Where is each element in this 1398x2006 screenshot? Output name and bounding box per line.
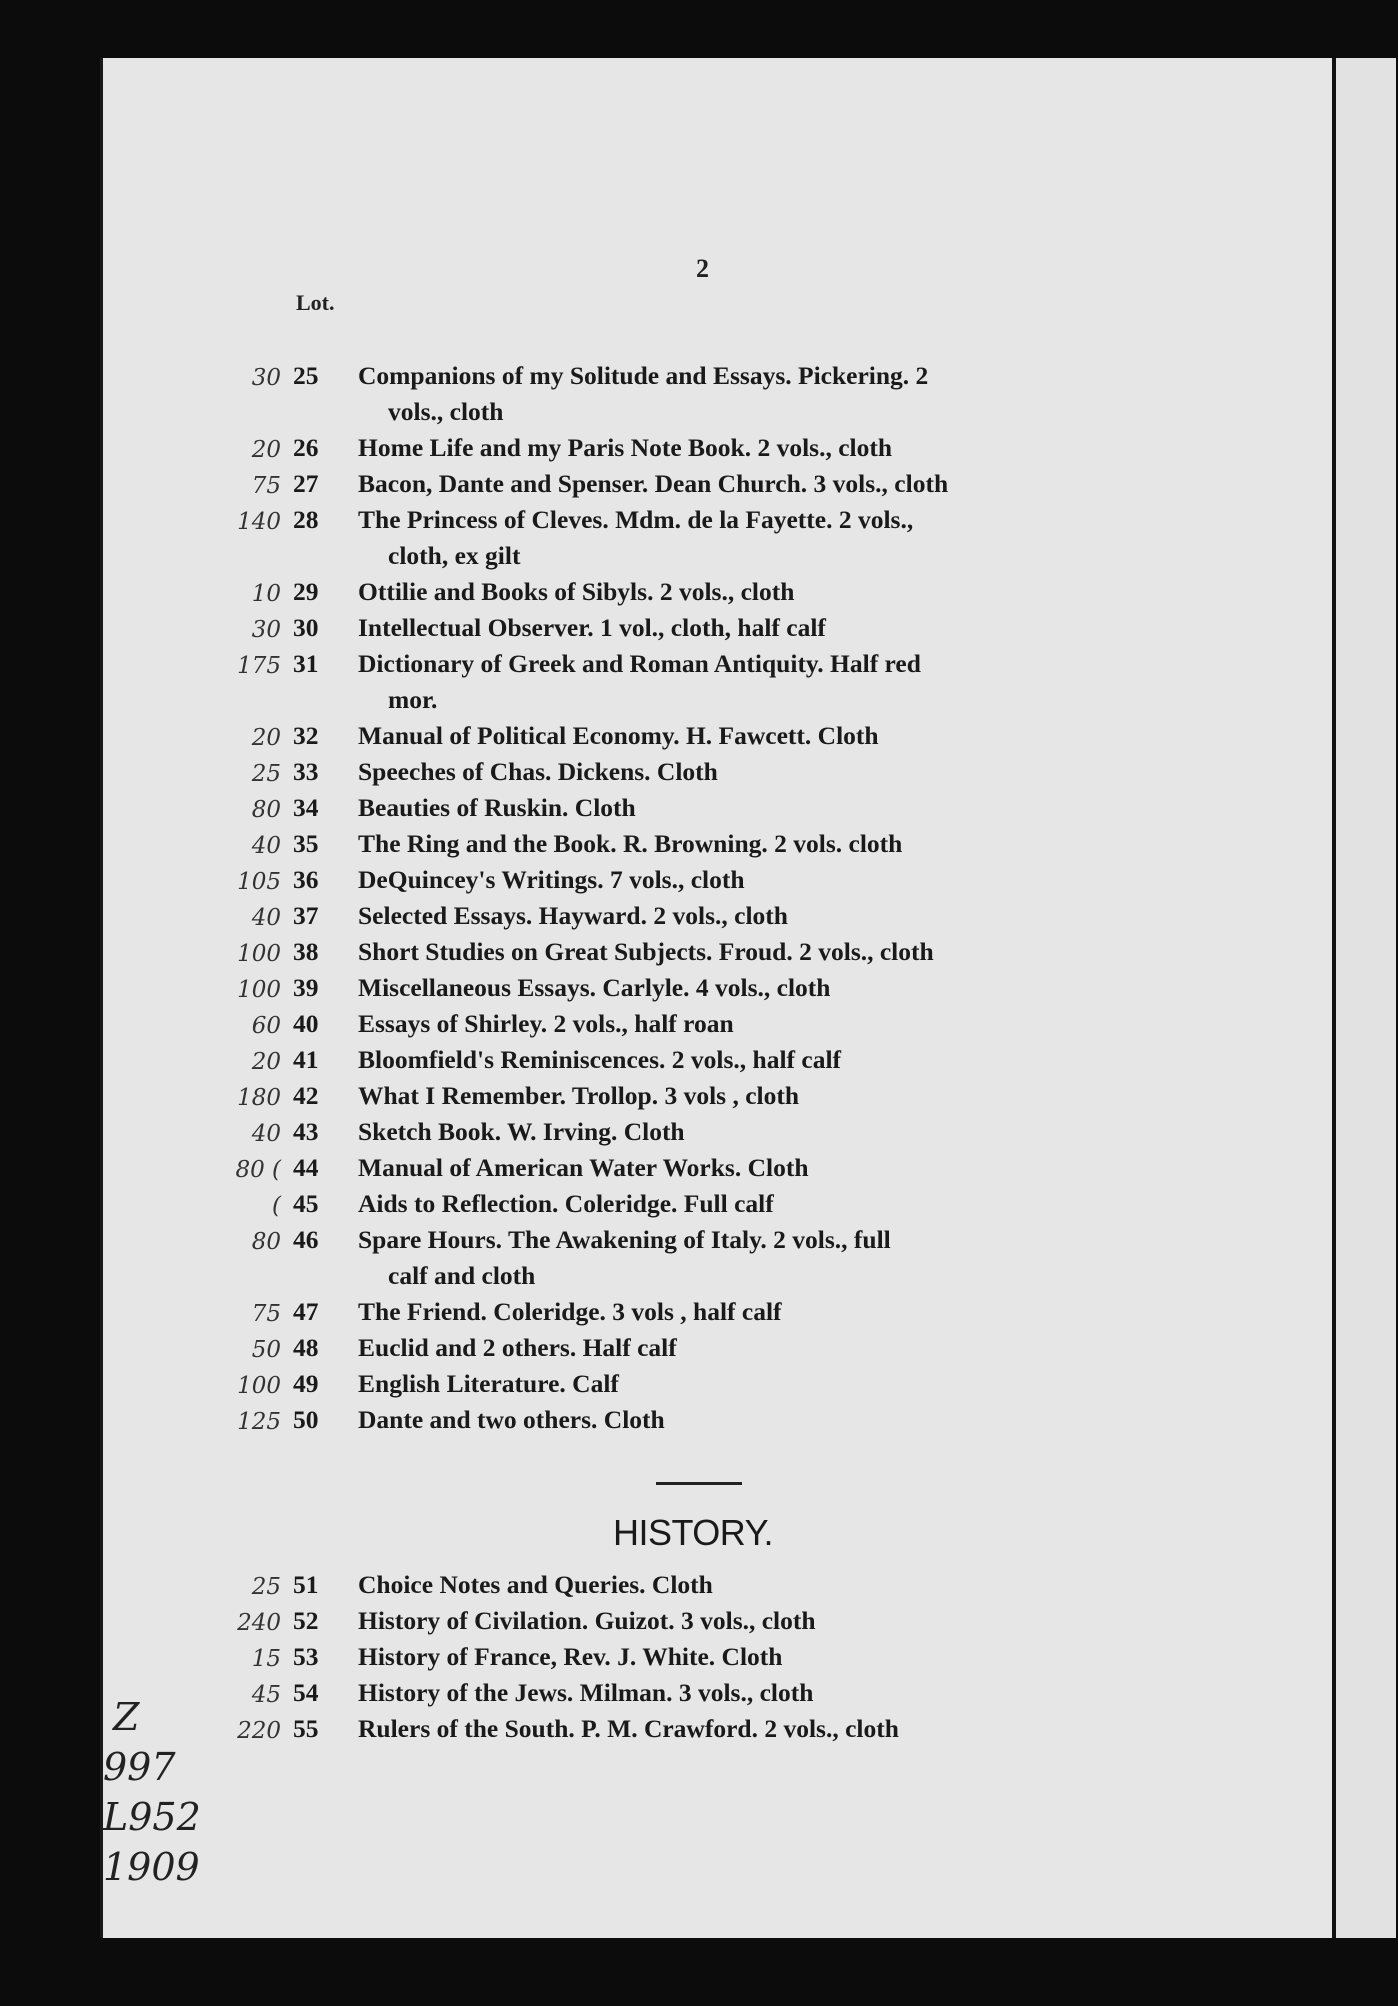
lot-description (358, 1711, 1118, 1747)
lot-number: 52 (293, 1606, 319, 1635)
handwritten-price: 50 (251, 1337, 281, 1363)
lot-entry (103, 1114, 1333, 1150)
lot-entry (103, 862, 1333, 898)
handwritten-price: 25 (251, 761, 281, 787)
lot-entry (103, 610, 1333, 646)
lot-number: 26 (293, 433, 319, 462)
catalog-page (100, 58, 1333, 1938)
lot-description-line: Choice Notes and Queries. Cloth (358, 1570, 713, 1599)
lot-description (358, 610, 1118, 646)
handwritten-price: 75 (251, 473, 281, 499)
lot-number: 25 (293, 361, 319, 390)
lot-description (358, 502, 1118, 574)
lot-number: 51 (293, 1570, 319, 1599)
handwritten-price: 180 (237, 1085, 281, 1111)
lot-description (358, 826, 1118, 862)
lot-description-line: Rulers of the South. P. M. Crawford. 2 vols., cloth (358, 1714, 899, 1743)
lot-description-line: The Princess of Cleves. Mdm. de la Fayette. 2 vols., (358, 505, 914, 534)
lot-description-continuation: mor. (388, 685, 438, 714)
lot-description (358, 1042, 1118, 1078)
lot-entry (103, 1150, 1333, 1186)
lot-description-line: History of the Jews. Milman. 3 vols., cloth (358, 1678, 814, 1707)
lot-entry (103, 1078, 1333, 1114)
lot-list (103, 358, 1333, 1438)
lot-number: 43 (293, 1117, 319, 1146)
handwritten-price: ( (272, 1193, 281, 1219)
lot-number: 40 (293, 1009, 319, 1038)
lot-entry (103, 1330, 1333, 1366)
handwritten-price: 75 (251, 1301, 281, 1327)
lot-number: 49 (293, 1369, 319, 1398)
lot-description-line: Dictionary of Greek and Roman Antiquity. Half red (358, 649, 921, 678)
lot-description (358, 430, 1118, 466)
lot-description (358, 1186, 1118, 1222)
lot-entry (103, 430, 1333, 466)
lot-description-line: Ottilie and Books of Sibyls. 2 vols., cloth (358, 577, 795, 606)
lot-description-line: History of France, Rev. J. White. Cloth (358, 1642, 783, 1671)
lot-description (358, 1078, 1118, 1114)
lot-description (358, 934, 1118, 970)
lot-entry (103, 1366, 1333, 1402)
section-heading-history: HISTORY. (612, 1512, 774, 1553)
lot-description-line: Spare Hours. The Awakening of Italy. 2 vols., full (358, 1225, 891, 1254)
lot-entry (103, 1711, 1333, 1747)
lot-number: 55 (293, 1714, 319, 1743)
handwritten-price: 80 ( (235, 1157, 281, 1183)
lot-entry (103, 1186, 1333, 1222)
lot-description (358, 1639, 1118, 1675)
lot-entry (103, 1006, 1333, 1042)
lot-description (358, 718, 1118, 754)
lot-description (358, 1114, 1118, 1150)
handwritten-price: 25 (251, 1574, 281, 1600)
lot-description-line: Beauties of Ruskin. Cloth (358, 793, 636, 822)
lot-description-continuation: calf and cloth (388, 1261, 536, 1290)
lot-description-line: Dante and two others. Cloth (358, 1405, 665, 1434)
lot-description (358, 1150, 1118, 1186)
handwritten-price: 20 (251, 1049, 281, 1075)
lot-number: 46 (293, 1225, 319, 1254)
lot-description (358, 1294, 1118, 1330)
lot-description (358, 1603, 1118, 1639)
lot-entry (103, 718, 1333, 754)
lot-description-line: Home Life and my Paris Note Book. 2 vols., cloth (358, 433, 893, 462)
lot-number: 54 (293, 1678, 319, 1707)
lot-description-line: DeQuincey's Writings. 7 vols., cloth (358, 865, 745, 894)
handwritten-price: 40 (251, 833, 281, 859)
lot-number: 39 (293, 973, 319, 1002)
lot-description (358, 358, 1118, 430)
lot-entry (103, 970, 1333, 1006)
lot-entry (103, 898, 1333, 934)
lot-description (358, 646, 1118, 718)
lot-number: 32 (293, 721, 319, 750)
lot-number: 44 (293, 1153, 319, 1182)
lot-description (358, 1675, 1118, 1711)
lot-description-line: Bloomfield's Reminiscences. 2 vols., half calf (358, 1045, 842, 1074)
lot-number: 41 (293, 1045, 319, 1074)
handwritten-price: 80 (251, 797, 281, 823)
lot-entry (103, 754, 1333, 790)
lot-description-line: English Literature. Calf (358, 1369, 619, 1398)
handwritten-price: 175 (237, 653, 281, 679)
lot-description (358, 1006, 1118, 1042)
lot-number: 50 (293, 1405, 319, 1434)
lot-entry (103, 646, 1333, 718)
lot-number: 33 (293, 757, 319, 786)
lot-description (358, 898, 1118, 934)
lot-number: 35 (293, 829, 319, 858)
lot-description-line: Selected Essays. Hayward. 2 vols., cloth (358, 901, 788, 930)
lot-description-continuation: vols., cloth (388, 397, 504, 426)
lot-description-line: The Friend. Coleridge. 3 vols , half calf (358, 1297, 782, 1326)
lot-description-line: Bacon, Dante and Spenser. Dean Church. 3 vols., cloth (358, 469, 949, 498)
lot-entry (103, 358, 1333, 430)
lot-description-line: The Ring and the Book. R. Browning. 2 vols. cloth (358, 829, 903, 858)
handwritten-price: 140 (237, 509, 281, 535)
lot-entry (103, 1222, 1333, 1294)
lot-description (358, 1567, 1118, 1603)
lot-entry (103, 1639, 1333, 1675)
lot-entry (103, 466, 1333, 502)
lot-number: 30 (293, 613, 319, 642)
lot-description (358, 574, 1118, 610)
lot-description-line: Manual of Political Economy. H. Fawcett. Cloth (358, 721, 879, 750)
lot-description-line: History of Civilation. Guizot. 3 vols., cloth (358, 1606, 816, 1635)
lot-number: 28 (293, 505, 319, 534)
lot-number: 31 (293, 649, 319, 678)
lot-number: 45 (293, 1189, 319, 1218)
section-divider (656, 1482, 742, 1485)
handwritten-price: 220 (237, 1718, 281, 1744)
handwritten-price: 15 (251, 1646, 281, 1672)
call-number-line: 1909 (103, 1845, 200, 1889)
lot-entry (103, 1294, 1333, 1330)
lot-description (358, 1366, 1118, 1402)
lot-number: 37 (293, 901, 319, 930)
lot-description-line: Speeches of Chas. Dickens. Cloth (358, 757, 718, 786)
lot-description-line: What I Remember. Trollop. 3 vols , cloth (358, 1081, 800, 1110)
handwritten-price: 125 (237, 1409, 281, 1435)
lot-description-line: Aids to Reflection. Coleridge. Full calf (358, 1189, 774, 1218)
lot-description (358, 790, 1118, 826)
lot-description (358, 1222, 1118, 1294)
handwritten-price: 100 (237, 1373, 281, 1399)
lot-entry (103, 1603, 1333, 1639)
call-number-line: 997 (103, 1745, 176, 1789)
lot-description-line: Companions of my Solitude and Essays. Pickering. 2 (358, 361, 929, 390)
handwritten-price: 45 (251, 1682, 281, 1708)
handwritten-price: 40 (251, 1121, 281, 1147)
handwritten-price: 30 (251, 617, 281, 643)
lot-number: 42 (293, 1081, 319, 1110)
handwritten-price: 105 (237, 869, 281, 895)
lot-description-line: Essays of Shirley. 2 vols., half roan (358, 1009, 734, 1038)
lot-column-header: Lot. (296, 290, 335, 315)
lot-description-line: Miscellaneous Essays. Carlyle. 4 vols., cloth (358, 973, 831, 1002)
lot-entry (103, 1675, 1333, 1711)
lot-description-line: Intellectual Observer. 1 vol., cloth, half calf (358, 613, 826, 642)
lot-entry (103, 1567, 1333, 1603)
handwritten-price: 30 (251, 365, 281, 391)
lot-description-continuation: cloth, ex gilt (388, 541, 521, 570)
lot-description (358, 1402, 1118, 1438)
lot-entry (103, 790, 1333, 826)
lot-description-line: Manual of American Water Works. Cloth (358, 1153, 809, 1182)
lot-entry (103, 502, 1333, 574)
handwritten-price: 80 (251, 1229, 281, 1255)
lot-entry (103, 574, 1333, 610)
lot-entry (103, 1402, 1333, 1438)
lot-number: 48 (293, 1333, 319, 1362)
lot-description-line: Short Studies on Great Subjects. Froud. 2 vols., cloth (358, 937, 934, 966)
lot-description (358, 466, 1118, 502)
lot-number: 53 (293, 1642, 319, 1671)
page-number: 2 (696, 254, 709, 283)
lot-description (358, 862, 1118, 898)
lot-number: 27 (293, 469, 319, 498)
call-number-line: L952 (103, 1795, 201, 1839)
handwritten-price: 100 (237, 977, 281, 1003)
lot-entry (103, 934, 1333, 970)
lot-entry (103, 826, 1333, 862)
lot-description-line: Euclid and 2 others. Half calf (358, 1333, 677, 1362)
lot-description-line: Sketch Book. W. Irving. Cloth (358, 1117, 685, 1146)
lot-number: 29 (293, 577, 319, 606)
call-number-line: Z (113, 1695, 140, 1739)
lot-number: 34 (293, 793, 319, 822)
handwritten-price: 20 (251, 725, 281, 751)
lot-description (358, 754, 1118, 790)
handwritten-price: 10 (251, 581, 281, 607)
lot-number: 36 (293, 865, 319, 894)
handwritten-price: 20 (251, 437, 281, 463)
history-lot-list (103, 1567, 1333, 1747)
handwritten-price: 60 (251, 1013, 281, 1039)
lot-number: 47 (293, 1297, 319, 1326)
handwritten-price: 240 (237, 1610, 281, 1636)
lot-number: 38 (293, 937, 319, 966)
lot-description (358, 1330, 1118, 1366)
lot-description (358, 970, 1118, 1006)
lot-entry (103, 1042, 1333, 1078)
handwritten-price: 40 (251, 905, 281, 931)
adjacent-page-edge (1332, 58, 1396, 1938)
handwritten-price: 100 (237, 941, 281, 967)
